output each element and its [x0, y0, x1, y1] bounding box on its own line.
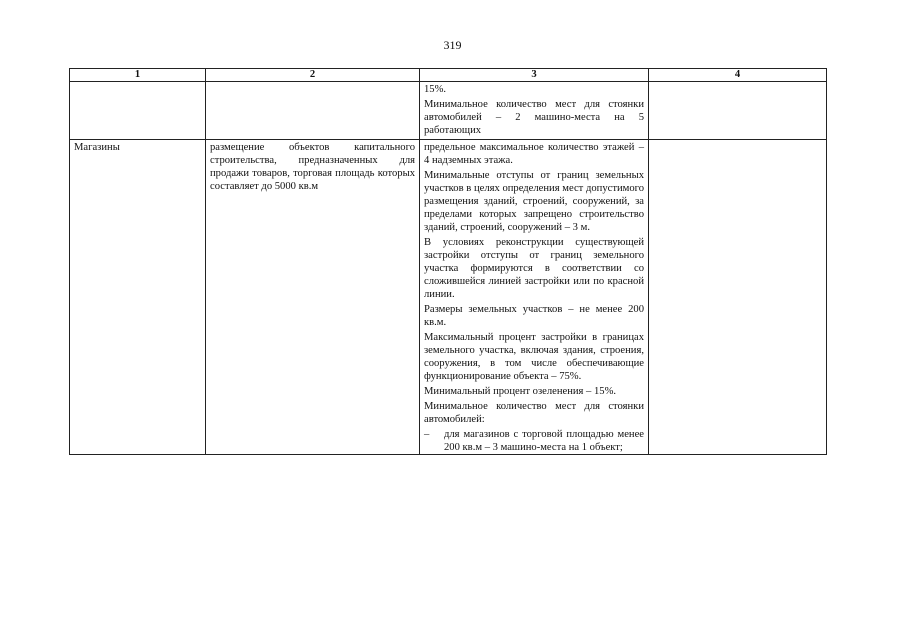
parameter-text: Минимальное количество мест для стоянки автомобилей:: [424, 401, 644, 425]
cell-parameters: [420, 140, 649, 455]
regulations-table: [69, 68, 827, 455]
list-marker: –: [424, 429, 430, 440]
parameter-text: 15%.: [424, 84, 447, 95]
parameter-text: предельное максимальное количество этажей – 4 надземных этажа.: [424, 142, 644, 166]
column-header-3: 3: [420, 69, 649, 82]
parameter-text: Минимальные отступы от границ земельных участков в целях определения мест допустимого размещения зданий, строений, сооружений, за пределами которых запрещено строительство зданий, строений, сооружений – 3 м.: [424, 170, 644, 233]
parameter-text: Максимальный процент застройки в границах земельного участка, включая здания, строения, сооружения, в том числе обеспечивающие функционирование объекта – 75%.: [424, 332, 644, 382]
table-row: [70, 82, 827, 140]
cell-description: [206, 140, 420, 455]
cell-notes: [649, 140, 827, 455]
list-item-text: для магазинов с торговой площадью менее 200 кв.м – 3 машино-места на 1 объект;: [444, 429, 644, 453]
cell-use-type: Магазины: [70, 140, 206, 455]
description-text: размещение объектов капитального строительства, предназначенных для продажи товаров, торговая площадь которых составляет до 5000 кв.м: [210, 142, 415, 192]
parameter-text: Минимальный процент озеленения – 15%.: [424, 386, 617, 397]
column-header-2: 2: [206, 69, 420, 82]
list-item: [424, 428, 644, 454]
table-header-row: [70, 69, 827, 82]
parameter-text: Размеры земельных участков – не менее 200 кв.м.: [424, 304, 644, 328]
parking-list: [424, 428, 644, 454]
parameter-text: В условиях реконструкции существующей застройки отступы от границ земельного участка формируются в соответствии со сложившейся линией застройки или по красной линии.: [424, 237, 644, 300]
cell-description: [206, 82, 420, 140]
table-row: [70, 140, 827, 455]
cell-parameters: [420, 82, 649, 140]
column-header-1: 1: [70, 69, 206, 82]
cell-use-type: [70, 82, 206, 140]
column-header-4: 4: [649, 69, 827, 82]
page-number: 319: [443, 38, 462, 52]
cell-notes: [649, 82, 827, 140]
parameter-text: Минимальное количество мест для стоянки автомобилей – 2 машино-места на 5 работающих: [424, 99, 644, 136]
